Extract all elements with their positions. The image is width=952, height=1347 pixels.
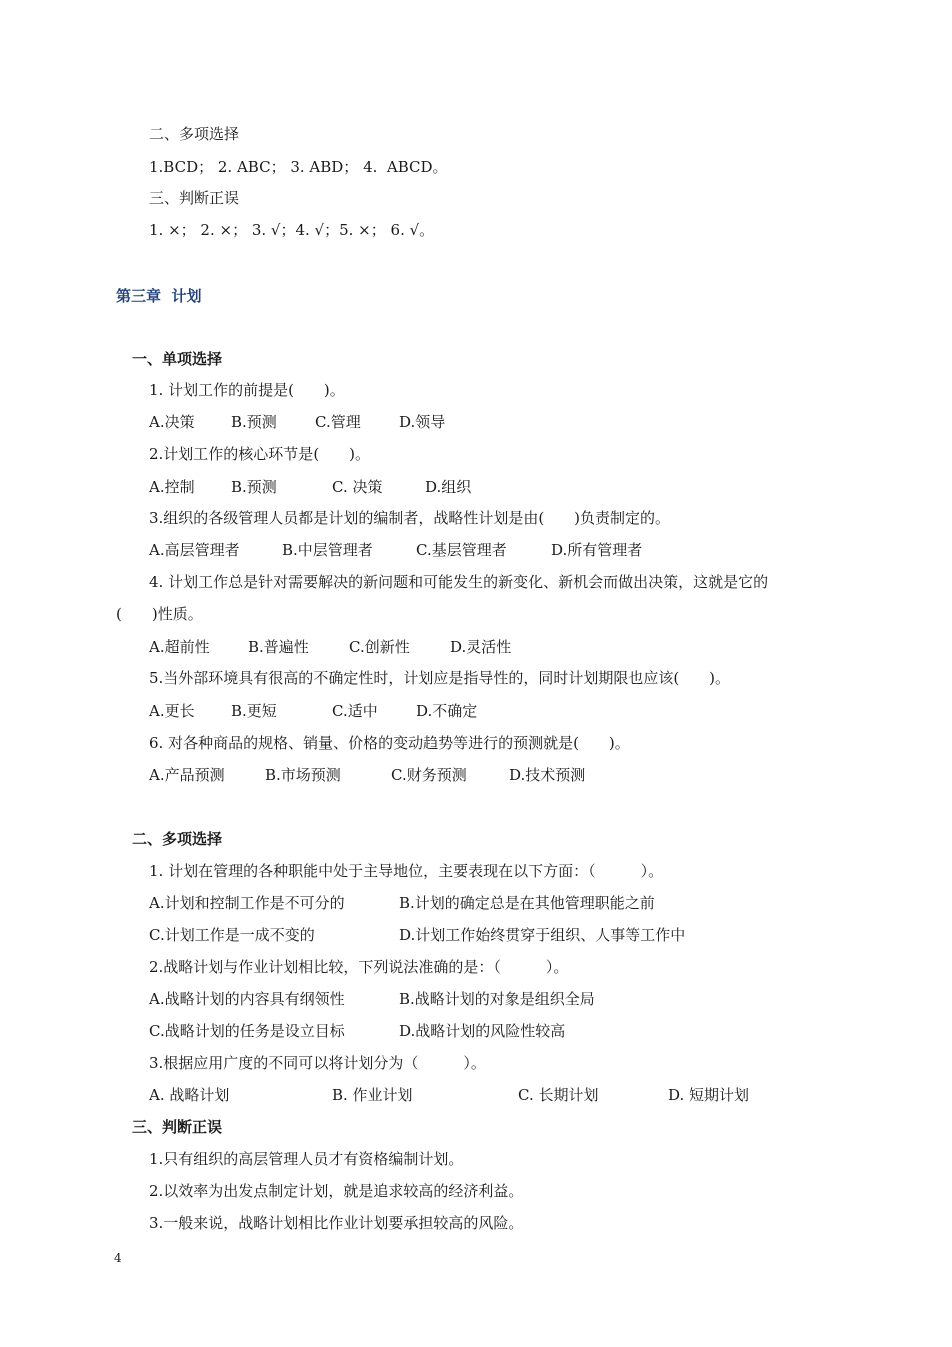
multi-q1: 1. 计划在管理的各种职能中处于主导地位，主要表现在以下方面：（ ）。 — [149, 862, 664, 880]
single-q6-option-a: A.产品预测 — [149, 766, 225, 784]
single-q2-option-a: A.控制 — [149, 478, 195, 496]
single-q2-option-b: B.预测 — [231, 478, 277, 496]
judge-statement-1: 1.只有组织的高层管理人员才有资格编制计划。 — [149, 1150, 464, 1168]
multi-q1-option-d: D.计划工作始终贯穿于组织、人事等工作中 — [399, 926, 686, 944]
multi-q2-option-b: B.战略计划的对象是组织全局 — [399, 990, 595, 1008]
single-q2-option-c: C. 决策 — [332, 478, 383, 496]
multi-q3-option-c: C. 长期计划 — [518, 1086, 599, 1104]
multi-q3-option-b: B. 作业计划 — [332, 1086, 413, 1104]
single-q4-option-a: A.超前性 — [149, 638, 210, 656]
single-q1: 1. 计划工作的前提是( )。 — [149, 381, 345, 399]
single-q6-option-c: C.财务预测 — [391, 766, 467, 784]
prev-judge-answers: 1. ×； 2. ×； 3. √；4. √；5. ×； 6. √。 — [149, 221, 435, 239]
single-q1-option-a: A.决策 — [149, 413, 195, 431]
single-q4-option-c: C.创新性 — [349, 638, 410, 656]
single-q4-line1: 4. 计划工作总是针对需要解决的新问题和可能发生的新变化、新机会而做出决策，这就是它的 — [149, 573, 769, 591]
judge-statement-2: 2.以效率为出发点制定计划，就是追求较高的经济利益。 — [149, 1182, 524, 1200]
page-number: 4 — [114, 1251, 122, 1265]
single-q4-option-b: B.普遍性 — [248, 638, 309, 656]
multi-choice-heading: 二、多项选择 — [132, 830, 223, 848]
single-q3-option-c: C.基层管理者 — [416, 541, 507, 559]
single-q5-option-d: D.不确定 — [416, 702, 478, 720]
single-q6: 6. 对各种商品的规格、销量、价格的变动趋势等进行的预测就是( )。 — [149, 734, 630, 752]
single-q1-option-c: C.管理 — [315, 413, 361, 431]
single-q5: 5.当外部环境具有很高的不确定性时，计划应是指导性的，同时计划期限也应该( )。 — [149, 669, 731, 687]
multi-q2: 2.战略计划与作业计划相比较，下列说法准确的是：（ ）。 — [149, 958, 569, 976]
multi-q3-option-a: A. 战略计划 — [149, 1086, 230, 1104]
single-q1-option-d: D.领导 — [399, 413, 446, 431]
single-q3-option-b: B.中层管理者 — [282, 541, 373, 559]
multi-q1-option-c: C.计划工作是一成不变的 — [149, 926, 315, 944]
single-q5-option-c: C.适中 — [332, 702, 378, 720]
single-q3-option-a: A.高层管理者 — [149, 541, 240, 559]
single-q6-option-d: D.技术预测 — [509, 766, 586, 784]
single-choice-heading: 一、单项选择 — [132, 350, 223, 368]
multi-q2-option-d: D.战略计划的风险性较高 — [399, 1022, 566, 1040]
prev-multi-answers: 1.BCD； 2. ABC； 3. ABD； 4. ABCD。 — [149, 158, 448, 176]
multi-q2-option-c: C.战略计划的任务是设立目标 — [149, 1022, 345, 1040]
single-q5-option-b: B.更短 — [231, 702, 277, 720]
multi-q1-option-b: B.计划的确定总是在其他管理职能之前 — [399, 894, 655, 912]
multi-q3: 3.根据应用广度的不同可以将计划分为（ ）。 — [149, 1054, 486, 1072]
multi-q2-option-a: A.战略计划的内容具有纲领性 — [149, 990, 345, 1008]
single-q4-option-d: D.灵活性 — [450, 638, 512, 656]
multi-q1-option-a: A.计划和控制工作是不可分的 — [149, 894, 345, 912]
single-q5-option-a: A.更长 — [149, 702, 195, 720]
single-q1-option-b: B.预测 — [231, 413, 277, 431]
judge-heading: 三、判断正误 — [132, 1118, 223, 1136]
chapter-title: 第三章 计划 — [116, 287, 202, 305]
multi-q3-option-d: D. 短期计划 — [668, 1086, 750, 1104]
single-q3: 3.组织的各级管理人员都是计划的编制者，战略性计划是由( )负责制定的。 — [149, 509, 671, 527]
prev-judge-heading: 三、判断正误 — [149, 189, 240, 207]
single-q2-option-d: D.组织 — [425, 478, 472, 496]
single-q4-line2: ( )性质。 — [116, 605, 203, 623]
single-q3-option-d: D.所有管理者 — [551, 541, 643, 559]
judge-statement-3: 3.一般来说，战略计划相比作业计划要承担较高的风险。 — [149, 1214, 524, 1232]
prev-multi-heading: 二、多项选择 — [149, 125, 240, 143]
single-q2: 2.计划工作的核心环节是( )。 — [149, 445, 371, 463]
single-q6-option-b: B.市场预测 — [265, 766, 341, 784]
